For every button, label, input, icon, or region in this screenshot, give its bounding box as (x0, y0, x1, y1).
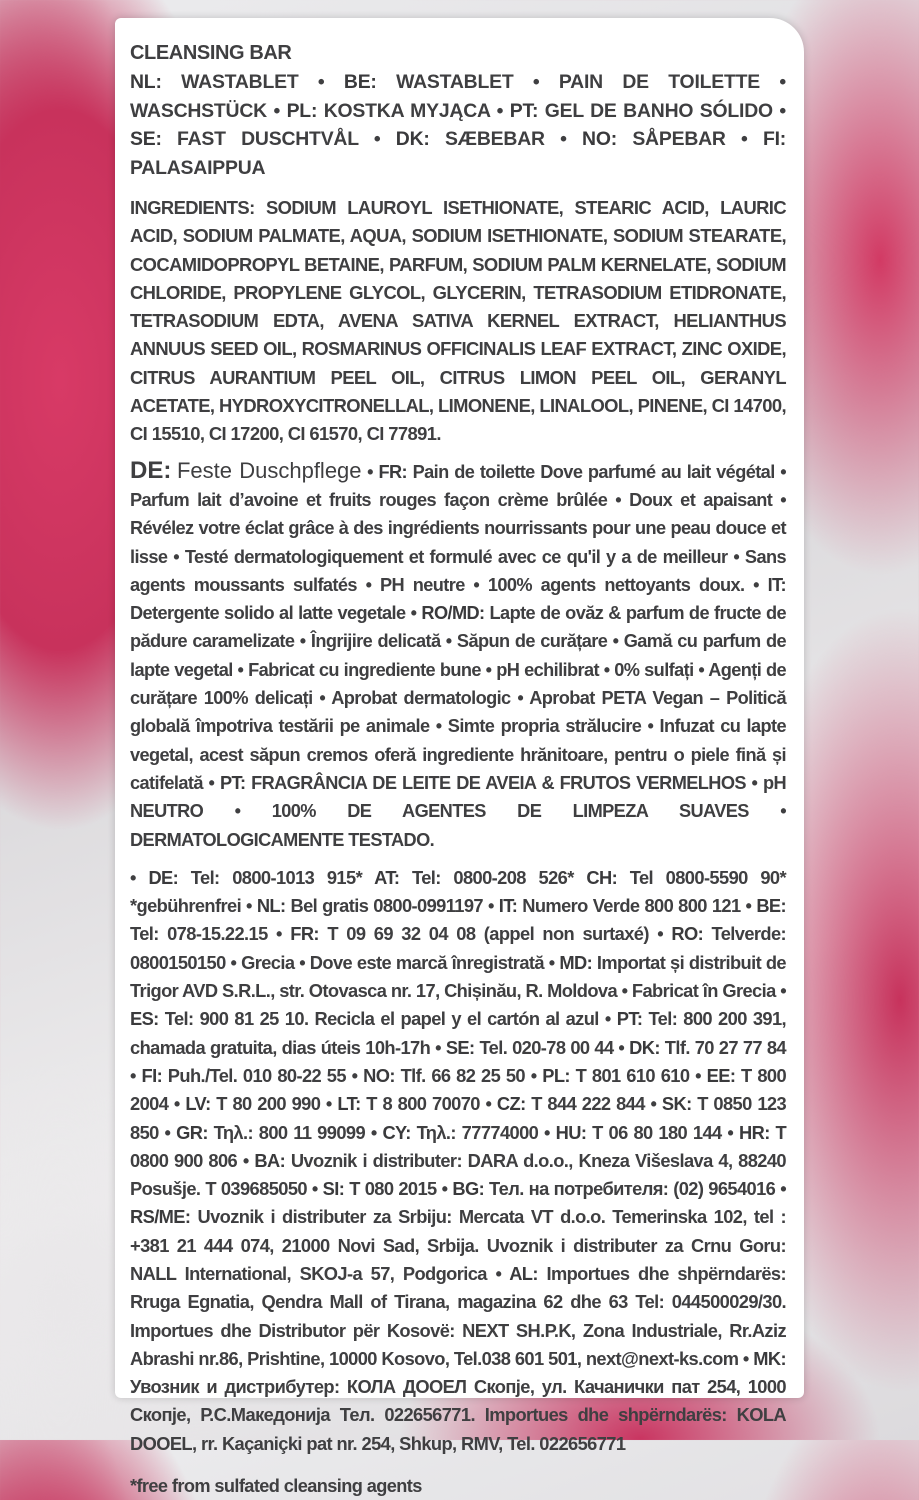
footnote: *free from sulfated cleansing agents (130, 1476, 422, 1497)
product-name-translations: NL: WASTABLET • BE: WASTABLET • PAIN DE TOILETTE • WASCHSTÜCK • PL: KOSTKA MYJĄCA • PT: GEL DE BANHO SÓLIDO • SE: FAST DUSCHTVÅL • DK: SÆBEBAR • NO: SÅPEBAR • FI: PALASAIPPUA (130, 71, 787, 179)
label-text (130, 40, 786, 1500)
product-title: CLEANSING BAR (130, 42, 292, 64)
contact-information: • DE: Tel: 0800-1013 915* AT: Tel: 0800-208 526* CH: Tel 0800-5590 90* *gebührenfrei • NL: Bel gratis 0800-0991197 • IT: Numero Verde 800 800 121 • BE: Tel: 078-15.22.15 • FR: T 09 69 32 04 08 (appel non surtaxé) • RO: Telverde: 0800150150 • Grecia • Dove este marcă înregistrată • MD: Importat și distribuit de Trigor AVD S.R.L., str. Otovasca nr. 17, Chișinău, R. Moldova • Fabricat în Grecia • ES: Tel: 900 81 25 10. Recicla el papel y el cartón al azul • PT: Tel: 800 200 391, chamada gratuita, dias úteis 10h-17h • SE: Tel. 020-78 00 44 • DK: Tlf. 70 27 77 84 • FI: Puh./Tel. 010 80-22 55 • NO: Tlf. 66 82 25 50 • PL: T 801 610 610 • EE: T 800 2004 • LV: T 80 200 990 • LT: T 8 800 70070 • CZ: T 844 222 844 • SK: T 0850 123 850 • GR: Τηλ.: 800 11 99099 • CY: Τηλ.: 77774000 • HU: T 06 80 180 144 • HR: T 0800 900 806 • BA: Uvoznik i distributer: DARA d.o.o., Kneza Višeslava 4, 88240 Posušje. T 039685050 • SI: T 080 2015 • BG: Тел. на потребителя: (02) 9654016 • RS/ME: Uvoznik i distributer za Srbiju: Mercata VT d.o.o. Temerinska 102, tel : +381 21 444 074, 21000 Novi Sad, Srbija. Uvoznik i distributer za Crnu Goru: NALL International, SKOJ-a 57, Podgorica • AL: Importues dhe shpërndarës: Rruga Egnatia, Qendra Mall of Tirana, magazina 62 dhe 63 Tel: 044500029/30. Importues dhe Distributor për Kosovë: NEXT SH.P.K, Zona Industriale, Rr.Aziz Abrashi nr.86, Prishtine, 10000 Kosovo, Tel.038 601 501, next@next-ks.com • MK: Увозник и дистрибутер: КОЛА ДООЕЛ Скопје, ул. Качанички пат 254, 1000 Скопје, Р.С.Македонија Тел. 022656771. Importues dhe shpërndarës: KOLA DOOEL, rr. Kaçaniçki pat nr. 254, Shkup, RMV, Tel. 022656771 (130, 866, 787, 1454)
product-descriptions: DE: Feste Duschpflege • FR: Pain de toilette Dove parfumé au lait végétal • Parfum lait d’avoine et fruits rouges façon crème brûlée • Doux et apaisant • Révélez votre éclat grâce à des ingrédients nourrissants pour une peau douce et lisse • Testé dermatologiquement et formulé avec ce qu'il y a de meilleur • Sans agents moussants sulfatés • PH neutre • 100% agents nettoyants doux. • IT: Detergente solido al latte vegetale • RO/MD: Lapte de ovăz & parfum de fructe de pădure caramelizate • Îngrijire delicată • Săpun de curățare • Gamă cu parfum de lapte vegetal • Fabricat cu ingrediente bune • pH echilibrat • 0% sulfați • Agenți de curățare 100% delicați • Aprobat dermatologic • Aprobat PETA Vegan – Politică globală împotriva testării pe animale • Simte propria strălucire • Infuzat cu lapte vegetal, acest săpun cremos oferă ingrediente hrănitoare, pentru o piele fină și catifelată • PT: FRAGRÂNCIA DE LEITE DE AVEIA & FRUTOS VERMELHOS • pH NEUTRO • 100% DE AGENTES DE LIMPEZA SUAVES • DERMATOLOGICAMENTE TESTADO. (130, 456, 787, 850)
ingredients-list: INGREDIENTS: SODIUM LAUROYL ISETHIONATE, STEARIC ACID, LAURIC ACID, SODIUM PALMATE, AQUA, SODIUM ISETHIONATE, SODIUM STEARATE, COCAMIDOPROPYL BETAINE, PARFUM, SODIUM PALM KERNELATE, SODIUM CHLORIDE, PROPYLENE GLYCOL, GLYCERIN, TETRASODIUM ETIDRONATE, TETRASODIUM EDTA, AVENA SATIVA KERNEL EXTRACT, HELIANTHUS ANNUUS SEED OIL, ROSMARINUS OFFICINALIS LEAF EXTRACT, ZINC OXIDE, CITRUS AURANTIUM PEEL OIL, CITRUS LIMON PEEL OIL, GERANYL ACETATE, HYDROXYCITRONELLAL, LIMONENE, LINALOOL, PINENE, CI 14700, CI 15510, CI 17200, CI 61570, CI 77891. (130, 197, 786, 445)
